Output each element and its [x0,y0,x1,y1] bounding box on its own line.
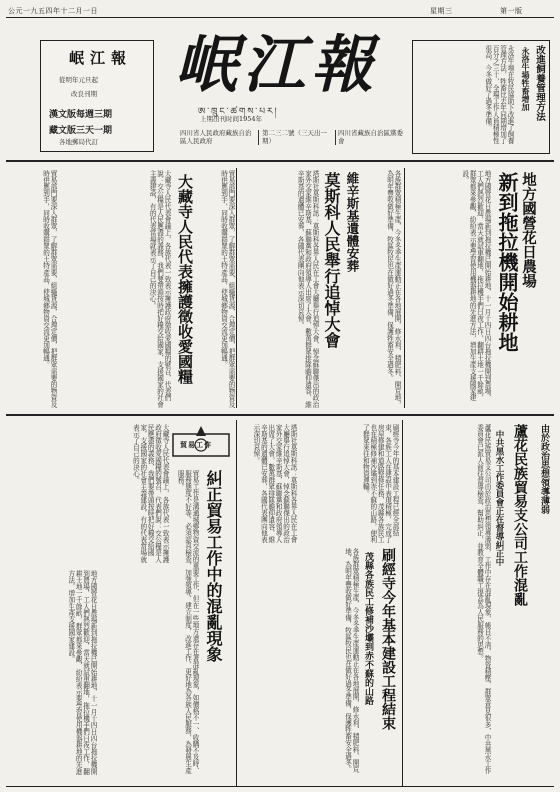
a4-body-top: 大藏寺人民代表會議上，各族代表一致表示擁護政府徵收愛國糧的號召，代表們說：交公糧是人民應盡的義務，我們要帶頭按時把好糧交給國家，支援國家的社會主義建設，有的代表當場就表示了自己的決心。 [131,424,169,563]
subscription-notice [40,40,154,152]
top-right-news-box [412,40,550,154]
tibetan-title: ཨ་ཁྲུང་ཚགས་པར། [198,107,279,117]
masthead-subtitle: 上期出刊时间1954年 [200,115,263,123]
notice-left: 四川省人民政府藏族自治區人民政府 [180,130,259,145]
a5-headline: 刷經寺今年基本建設工程結束 [380,548,396,730]
divider-1 [404,168,405,408]
bottom-rule [6,786,554,787]
divider-3 [402,420,403,786]
a8-body: 貿易部門要深入群眾，了解群眾需要，組織貨源，合理定價，把群眾需要的物資及時供應到手，同時收購群眾的土特產品，使城鄉物資交流更加暢通。 [41,170,57,408]
a6-body: 蘆花民族貿易支公司由於政治思想領導薄弱，工作中存在混亂現象，帳目不清，物資積壓，群眾意見很多，中共黑水工作委員會已派人前往督導檢查，幫助糾正，並教育全體職工提高為人民服務的思想。 [475,424,491,774]
notice-title: 岷江報 [69,49,133,67]
box-body: 永洛牛場在牧民協助下改進了飼養管理方法，牲畜比去年同期增加了百分之三十，全場工作人員積極性很高，今冬做好了過冬準備。 [483,45,514,144]
a2-headline: 莫斯科人民舉行追悼大會 [322,172,341,348]
a3-body: 大藏寺人民代表會議上，各族代表一致表示擁護政府徵收愛國糧的號召，代表們說：交公糧是人民應盡的義務，我們要帶頭按時把好糧交給國家，支援國家的社會主義建設，有的代表當場就表示了自己的決心。 [148,170,171,408]
a7-body: 各族群眾積極生產，今冬冬季生產運動正在各地展開，修水利、積肥料、開荒地，為明年豐收做好準備，牧區牧民也在做好過冬準備，保護牲畜安全過冬。 [385,170,401,408]
a1-body: 地方國營花日農場新到拖拉機已開始耕地，十一月十四日四台拖拉機開到農場，工人們熱烈歡迎，當天就試車翻地，拖拉機手們日夜工作，翻耕土地一千餘畝，群眾都來參觀，紛紛表示要學習使用機器耕地的先進方法，增加生產支援國家建設。 [460,170,491,401]
a3-body-right: 貿易部門要深入群眾，了解群眾需要，組織貨源，合理定價，把群眾需要的物資及時供應到手，同時收購群眾的土特產品，使城鄉物資交流更加暢通。 [219,170,235,408]
a5-body-top: 刷經寺今年的基本建設工程已經全部結束，各族工人在建設中表現積極，完成了房屋修建和道路整修任務，茂縣各族民工也在積極修補沙壩到赤不蘇的山路，便利了群眾來往和物資運輸。 [361,424,399,543]
issue-date: 公元一九五四年十二月一日 [8,7,98,15]
a3-headline: 大藏寺人民代表擁護徵收愛國糧 [176,174,194,384]
notice-line-3: 漢文版每週三期 [49,110,113,120]
a4-headline: 糾正貿易工作中的混亂現象 [204,470,223,662]
a4-body: 貿易工作是溝通城鄉物資交流的重要工作，但在一些地方還存在著混亂現象，如價格不一、收購不及時、服務態度不好等，必須認真檢查，加強領導，建立制度，改進工作，更好地為各族人民服務，為發展生產服務。 [176,470,199,774]
a5-body: 各族群眾積極生產，今冬冬季生產運動正在各地展開，修水利、積肥料、開荒地，為明年豐收做好準備，牧區牧民也在做好過冬準備，保護牲畜安全過冬。 [343,548,359,773]
box-heading: 改進飼養管理方法 [534,45,545,121]
a5-body-left: 塔斯社莫斯科訊：莫斯科各界人民在工會大廳舉行追悼大會，悼念蘇聯傑出的政治家外交家維辛斯基，蘇聯黨和政府領導人出席了大會，數萬群眾排隊瞻仰遺容，維辛斯基的遺體已安葬，各國代表團向他表示深切哀悼。 [251,424,297,543]
a4-body-bottom: 地方國營花日農場新到拖拉機已開始耕地，十一月十四日四台拖拉機開到農場，工人們熱烈歡迎，當天就試車翻地，拖拉機手們日夜工作，翻耕土地一千餘畝，群眾都來參觀，紛紛表示要學習使用機器耕地的先進方法，增加生產支援國家建設。 [66,570,97,775]
notice-line-2: 改良刊期 [71,90,97,98]
a6-headline: 蘆花民族貿易支公司工作混亂 [512,424,528,606]
divider-2 [236,168,237,408]
a1-kicker: 地方國營花日農場 [520,172,537,288]
emblem-label: 貿易工作 [180,440,212,449]
notice-right: 四川省藏族自治區黨委會 [338,129,403,145]
notice-line-1: 從明年元旦起 [59,76,98,84]
box-subheading: 永洛牛場牲畜增加 [521,47,531,111]
middle-rule [6,414,554,416]
masthead-rule [6,160,554,162]
page-number: 第一版 [500,7,523,15]
divider-4 [236,420,237,786]
weekday: 星期三 [430,7,453,15]
notice-middle: 第二三二號（三天出一期） [262,130,336,145]
top-rule [6,17,554,18]
a1-headline: 新到拖拉機開始耕地 [495,172,519,352]
a5-subheading: 茂縣各族民工修補沙壩到赤不蘇的山路 [363,552,373,705]
a2-kicker: 維辛斯基遺體安葬 [345,172,360,272]
a6-kicker: 由於政治思想領導薄弱 [539,424,549,514]
masthead-title: 岷江報 [175,28,380,101]
a2-body: 塔斯社莫斯科訊：莫斯科各界人民在工會大廳舉行追悼大會，悼念蘇聯傑出的政治家外交家維辛斯基，蘇聯黨和政府領導人出席了大會，數萬群眾排隊瞻仰遺容，維辛斯基的遺體已安葬，各國代表團向他表示深切哀悼。 [296,170,319,408]
a6-subheading: 中共黑水工作委員會正在督導糾正中 [494,430,504,566]
notice-line-4: 藏文版三天一期 [49,126,113,136]
trade-emblem [172,424,230,464]
notice-line-5: 各地郵局代訂 [59,138,98,146]
